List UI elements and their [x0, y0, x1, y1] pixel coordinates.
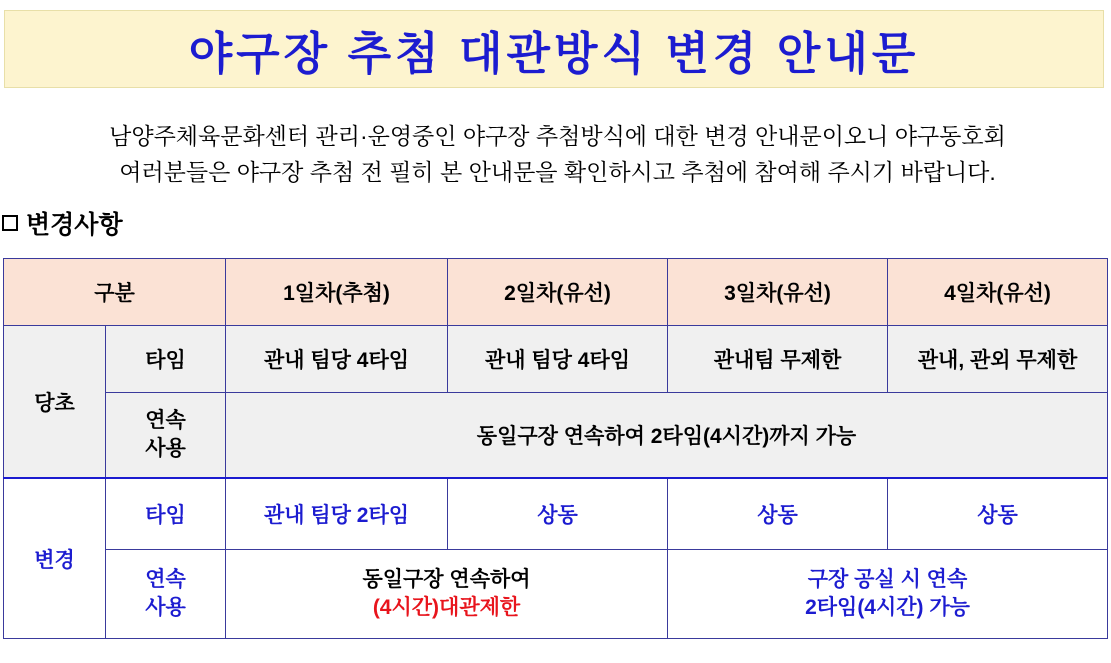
header-day2: 2일차(유선)	[448, 259, 668, 326]
section-title: 변경사항	[26, 211, 123, 239]
original-time-day1: 관내 팀당 4타임	[226, 326, 448, 393]
intro-paragraph	[20, 118, 1095, 190]
intro-line-2: 여러분들은 야구장 추첨 전 필히 본 안내문을 확인하시고 추첨에 참여해 주시기 바랍니다.	[119, 159, 996, 185]
table-row	[4, 478, 1108, 550]
table-header-row	[4, 259, 1108, 326]
sub-label-original-time: 타임	[106, 326, 226, 393]
header-gubun: 구분	[4, 259, 226, 326]
sub-label-changed-continuous	[106, 550, 226, 639]
changed-continuous-left-line1: 동일구장 연속하여	[362, 568, 531, 591]
changed-continuous-right	[668, 550, 1108, 639]
table-row	[4, 393, 1108, 479]
changed-continuous-left-line2: (4시간)대관제한	[372, 596, 521, 619]
header-day1: 1일차(추첨)	[226, 259, 448, 326]
original-time-day4: 관내, 관외 무제한	[888, 326, 1108, 393]
table-row	[4, 326, 1108, 393]
original-time-day2: 관내 팀당 4타임	[448, 326, 668, 393]
sub-label-original-continuous-line1: 연속	[145, 409, 186, 432]
title-banner	[4, 10, 1104, 88]
page-title: 야구장 추첨 대관방식 변경 안내문	[188, 27, 920, 79]
table-row	[4, 550, 1108, 639]
sub-label-changed-continuous-line1: 연속	[145, 568, 186, 591]
header-day3: 3일차(유선)	[668, 259, 888, 326]
changed-time-day1: 관내 팀당 2타임	[226, 478, 448, 550]
sub-label-original-continuous-line2: 사용	[145, 437, 186, 460]
changed-continuous-right-line2: 2타임(4시간) 가능	[805, 596, 970, 619]
changes-table-wrapper	[3, 258, 1107, 639]
intro-line-1: 남양주체육문화센터 관리·운영중인 야구장 추첨방식에 대한 변경 안내문이오니 야구동호회	[109, 123, 1006, 149]
changed-time-day4: 상동	[888, 478, 1108, 550]
row-label-original: 당초	[4, 326, 106, 479]
row-label-changed: 변경	[4, 478, 106, 639]
sub-label-changed-continuous-line2: 사용	[145, 596, 186, 619]
square-bullet-icon	[2, 215, 18, 231]
changes-table	[3, 258, 1108, 639]
changed-continuous-right-line1: 구장 공실 시 연속	[807, 568, 968, 591]
original-time-day3: 관내팀 무제한	[668, 326, 888, 393]
sub-label-original-continuous	[106, 393, 226, 479]
header-day4: 4일차(유선)	[888, 259, 1108, 326]
changed-time-day3: 상동	[668, 478, 888, 550]
sub-label-changed-time: 타임	[106, 478, 226, 550]
section-heading	[2, 205, 123, 241]
changed-continuous-left	[226, 550, 668, 639]
original-continuous-value: 동일구장 연속하여 2타임(4시간)까지 가능	[226, 393, 1108, 479]
changed-time-day2: 상동	[448, 478, 668, 550]
